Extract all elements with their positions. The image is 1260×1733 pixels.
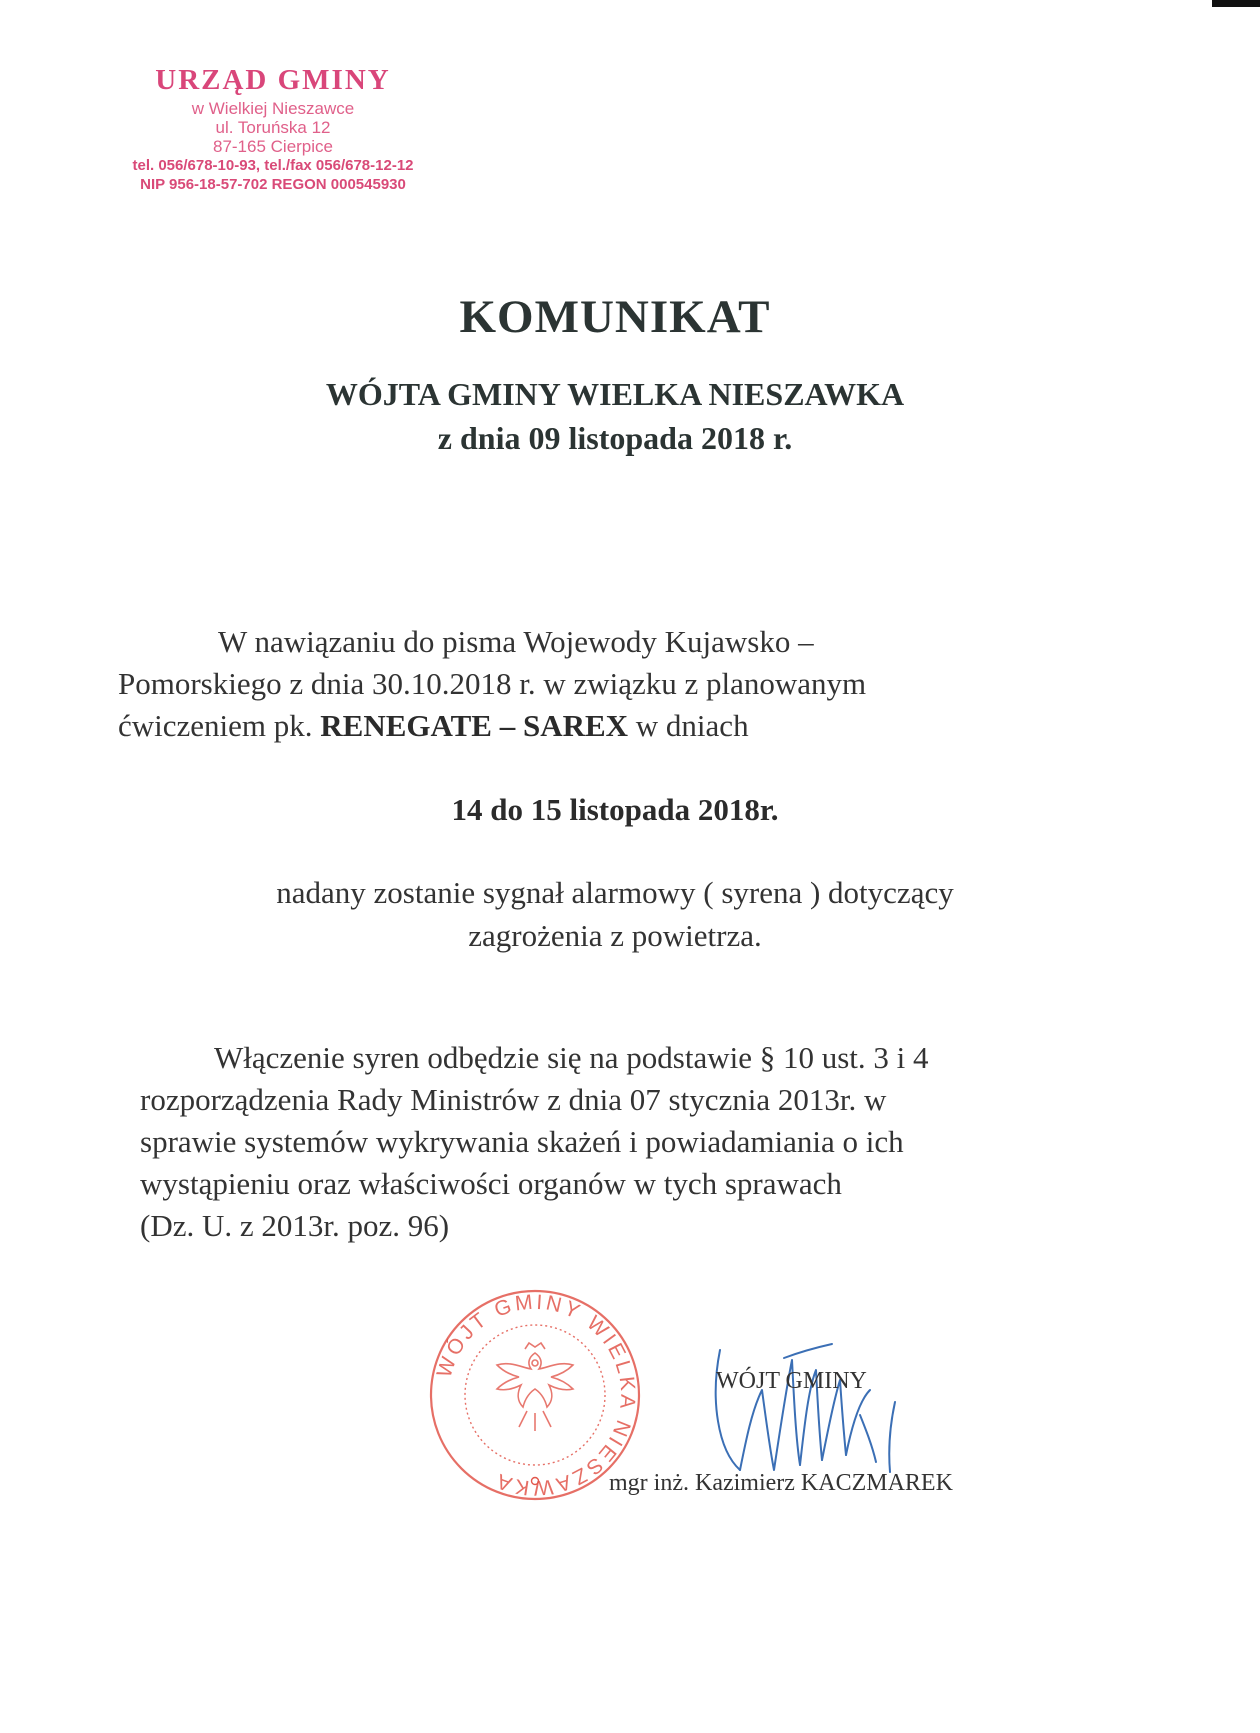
paragraph-legal-basis — [140, 1037, 1100, 1247]
paragraph-line: Pomorskiego z dnia 30.10.2018 r. w związku z planowanym — [118, 666, 867, 701]
document-issuer: WÓJTA GMINY WIELKA NIESZAWKA — [325, 376, 905, 412]
paragraph-line: (Dz. U. z 2013r. poz. 96) — [140, 1208, 450, 1243]
exercise-date-range: 14 do 15 listopada 2018r. — [451, 792, 779, 827]
document-title: KOMUNIKAT — [459, 291, 771, 343]
stamp-office-name: URZĄD GMINY — [155, 64, 391, 96]
paragraph-line: nadany zostanie sygnał alarmowy ( syrena ) dotyczący — [276, 875, 954, 910]
stamp-postal-code: 87-165 Cierpice — [212, 137, 333, 156]
paragraph-line: wystąpieniu oraz właściwości organów w tych sprawach — [140, 1166, 842, 1201]
signer-name: mgr inż. Kazimierz KACZMAREK — [609, 1470, 953, 1496]
seal-circular-text: WÓJT GMINY WIELKA NIESZAWKA — [432, 1290, 640, 1500]
paragraph-line: zagrożenia z powietrza. — [468, 918, 762, 953]
office-header-stamp — [108, 66, 438, 194]
text-fragment: ćwiczeniem pk. — [118, 708, 321, 743]
paragraph-line: W nawiązaniu do pisma Wojewody Kujawsko – — [218, 624, 814, 659]
stamp-tax-ids: NIP 956-18-57-702 REGON 000545930 — [140, 176, 406, 193]
paragraph-line: sprawie systemów wykrywania skażeń i powiadamiania o ich — [140, 1124, 904, 1159]
paragraph-line: rozporządzenia Rady Ministrów z dnia 07 stycznia 2013r. w — [140, 1082, 887, 1117]
handwritten-signature — [700, 1330, 930, 1480]
signer-title: WÓJT GMINY — [716, 1368, 867, 1394]
exercise-name: RENEGATE – SAREX — [320, 708, 629, 743]
stamp-locality: w Wielkiej Nieszawce — [191, 99, 355, 118]
eagle-emblem-icon — [497, 1343, 573, 1431]
stamp-street: ul. Toruńska 12 — [215, 118, 331, 137]
paragraph-reference — [118, 621, 1018, 747]
document-date: z dnia 09 listopada 2018 r. — [437, 420, 793, 456]
paragraph-line: Włączenie syren odbędzie się na podstawie § 10 ust. 3 i 4 — [214, 1040, 929, 1075]
text-fragment: w dniach — [628, 708, 749, 743]
stamp-phone: tel. 056/678-10-93, tel./fax 056/678-12-12 — [132, 157, 414, 174]
scan-corner-mark — [1212, 0, 1260, 7]
paragraph-alarm — [0, 871, 1230, 957]
paragraph-line — [118, 705, 1018, 747]
